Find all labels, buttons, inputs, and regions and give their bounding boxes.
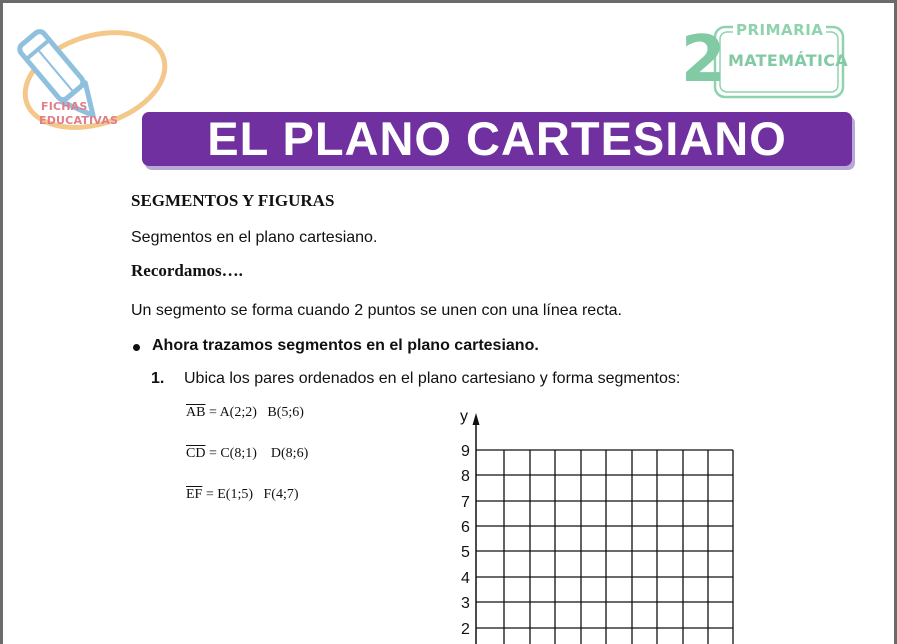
exercise-number: 1. [151, 370, 165, 387]
logo-line-1: FICHAS [41, 100, 88, 113]
segment-points: = E(1;5) F(4;7) [202, 487, 299, 502]
y-tick-label: 4 [461, 570, 470, 587]
title-banner [142, 112, 852, 166]
worksheet-page [3, 3, 894, 644]
y-tick-label: 9 [461, 443, 470, 460]
segment-name: $\overline{AB}$ [186, 405, 206, 420]
cartesian-grid [443, 403, 743, 644]
y-tick-label: 3 [461, 595, 470, 612]
segment-ef [186, 487, 299, 503]
y-axis-label: y [460, 408, 468, 425]
y-tick-label: 5 [461, 544, 470, 561]
subtitle: Segmentos en el plano cartesiano. [131, 229, 378, 246]
segment-name: $\overline{CD}$ [186, 446, 206, 461]
subject-label: MATEMÁTICA [728, 51, 848, 70]
y-tick-label: 8 [461, 468, 470, 485]
y-tick-label: 7 [461, 494, 470, 511]
y-tick-label: 6 [461, 519, 470, 536]
bullet-icon [133, 344, 140, 351]
segment-cd [186, 446, 308, 462]
exercise-instruction: Ubica los pares ordenados en el plano cartesiano y forma segmentos: [184, 370, 681, 387]
bullet-text: Ahora trazamos segmentos en el plano cartesiano. [152, 337, 539, 354]
logo-line-2: EDUCATIVAS [39, 114, 119, 127]
segment-points: = A(2;2) B(5;6) [205, 405, 304, 420]
level-label: PRIMARIA [733, 21, 826, 39]
segment-points: = C(8;1) D(8;6) [205, 446, 309, 461]
definition-text: Un segmento se forma cuando 2 puntos se unen con una línea recta. [131, 302, 622, 319]
y-axis-arrow-icon [473, 413, 480, 425]
segment-name: $\overline{EF}$ [186, 487, 203, 502]
grade-number: 2 [681, 23, 726, 97]
y-tick-label: 2 [461, 621, 470, 638]
page-title: EL PLANO CARTESIANO [207, 112, 787, 165]
recall-heading: Recordamos…. [131, 261, 243, 280]
section-heading: SEGMENTOS Y FIGURAS [131, 191, 335, 210]
segment-ab [186, 405, 304, 421]
